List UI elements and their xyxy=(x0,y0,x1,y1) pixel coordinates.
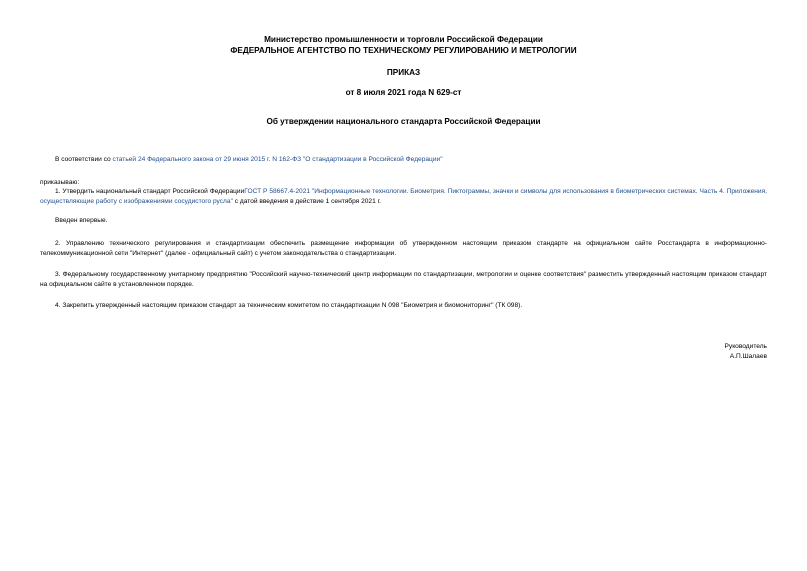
doc-date-number: от 8 июля 2021 года N 629-ст xyxy=(345,88,462,97)
preamble-prefix: В соответствии со xyxy=(55,156,111,163)
signature-name: А.П.Шалаев xyxy=(729,353,767,360)
preamble xyxy=(55,155,443,165)
ministry-name: Министерство промышленности и торговли Российской Федерации xyxy=(264,35,543,44)
standard-link[interactable]: ГОСТ Р 58667.4-2021 "Информационные технологии. Биометрия. Пиктограммы, значки и символы для использования в биометрических системах. Часть 4. Приложения, осуществляющие работу с изображениями сосудистого русла" xyxy=(40,188,767,205)
item-1-prefix: 1. Утвердить национальный стандарт Российской Федерации xyxy=(55,188,245,195)
item-2: 2. Управлению технического регулирования и стандартизации обеспечить размещение информации об утвержденном настоящим приказом стандарте на официальном сайте Росстандарта в информационно-телекоммуникационной сети "Интернет" (далее - официальный сайт) с учетом законодательства о стандартизации. xyxy=(40,240,767,257)
doc-title: Об утверждении национального стандарта Российской Федерации xyxy=(266,117,541,126)
doc-type: ПРИКАЗ xyxy=(386,68,421,77)
item-3: 3. Федеральному государственному унитарному предприятию "Российский научно-технический центр информации по стандартизации, метрологии и оценке соответствия" разместить утвержденный настоящим приказом стандарт на официальном сайте в установленном порядке. xyxy=(40,271,767,288)
agency-name: ФЕДЕРАЛЬНОЕ АГЕНТСТВО ПО ТЕХНИЧЕСКОМУ РЕГУЛИРОВАНИЮ И МЕТРОЛОГИИ xyxy=(230,46,577,55)
introduced-note: Введен впервые. xyxy=(55,217,108,224)
item-4: 4. Закрепить утвержденный настоящим приказом стандарт за техническим комитетом по стандартизации N 098 "Биометрия и биомониторинг" (ТК 098). xyxy=(55,302,523,309)
item-1-suffix: с датой введения в действие 1 сентября 2021 г. xyxy=(232,197,382,205)
order-word: приказываю: xyxy=(40,179,80,186)
item-1 xyxy=(40,187,767,206)
signature-role: Руководитель xyxy=(724,343,767,350)
law-article-link[interactable]: статьей 24 Федерального закона от 29 июня 2015 г. N 162-ФЗ "О стандартизации в Российской Федерации" xyxy=(112,156,443,163)
